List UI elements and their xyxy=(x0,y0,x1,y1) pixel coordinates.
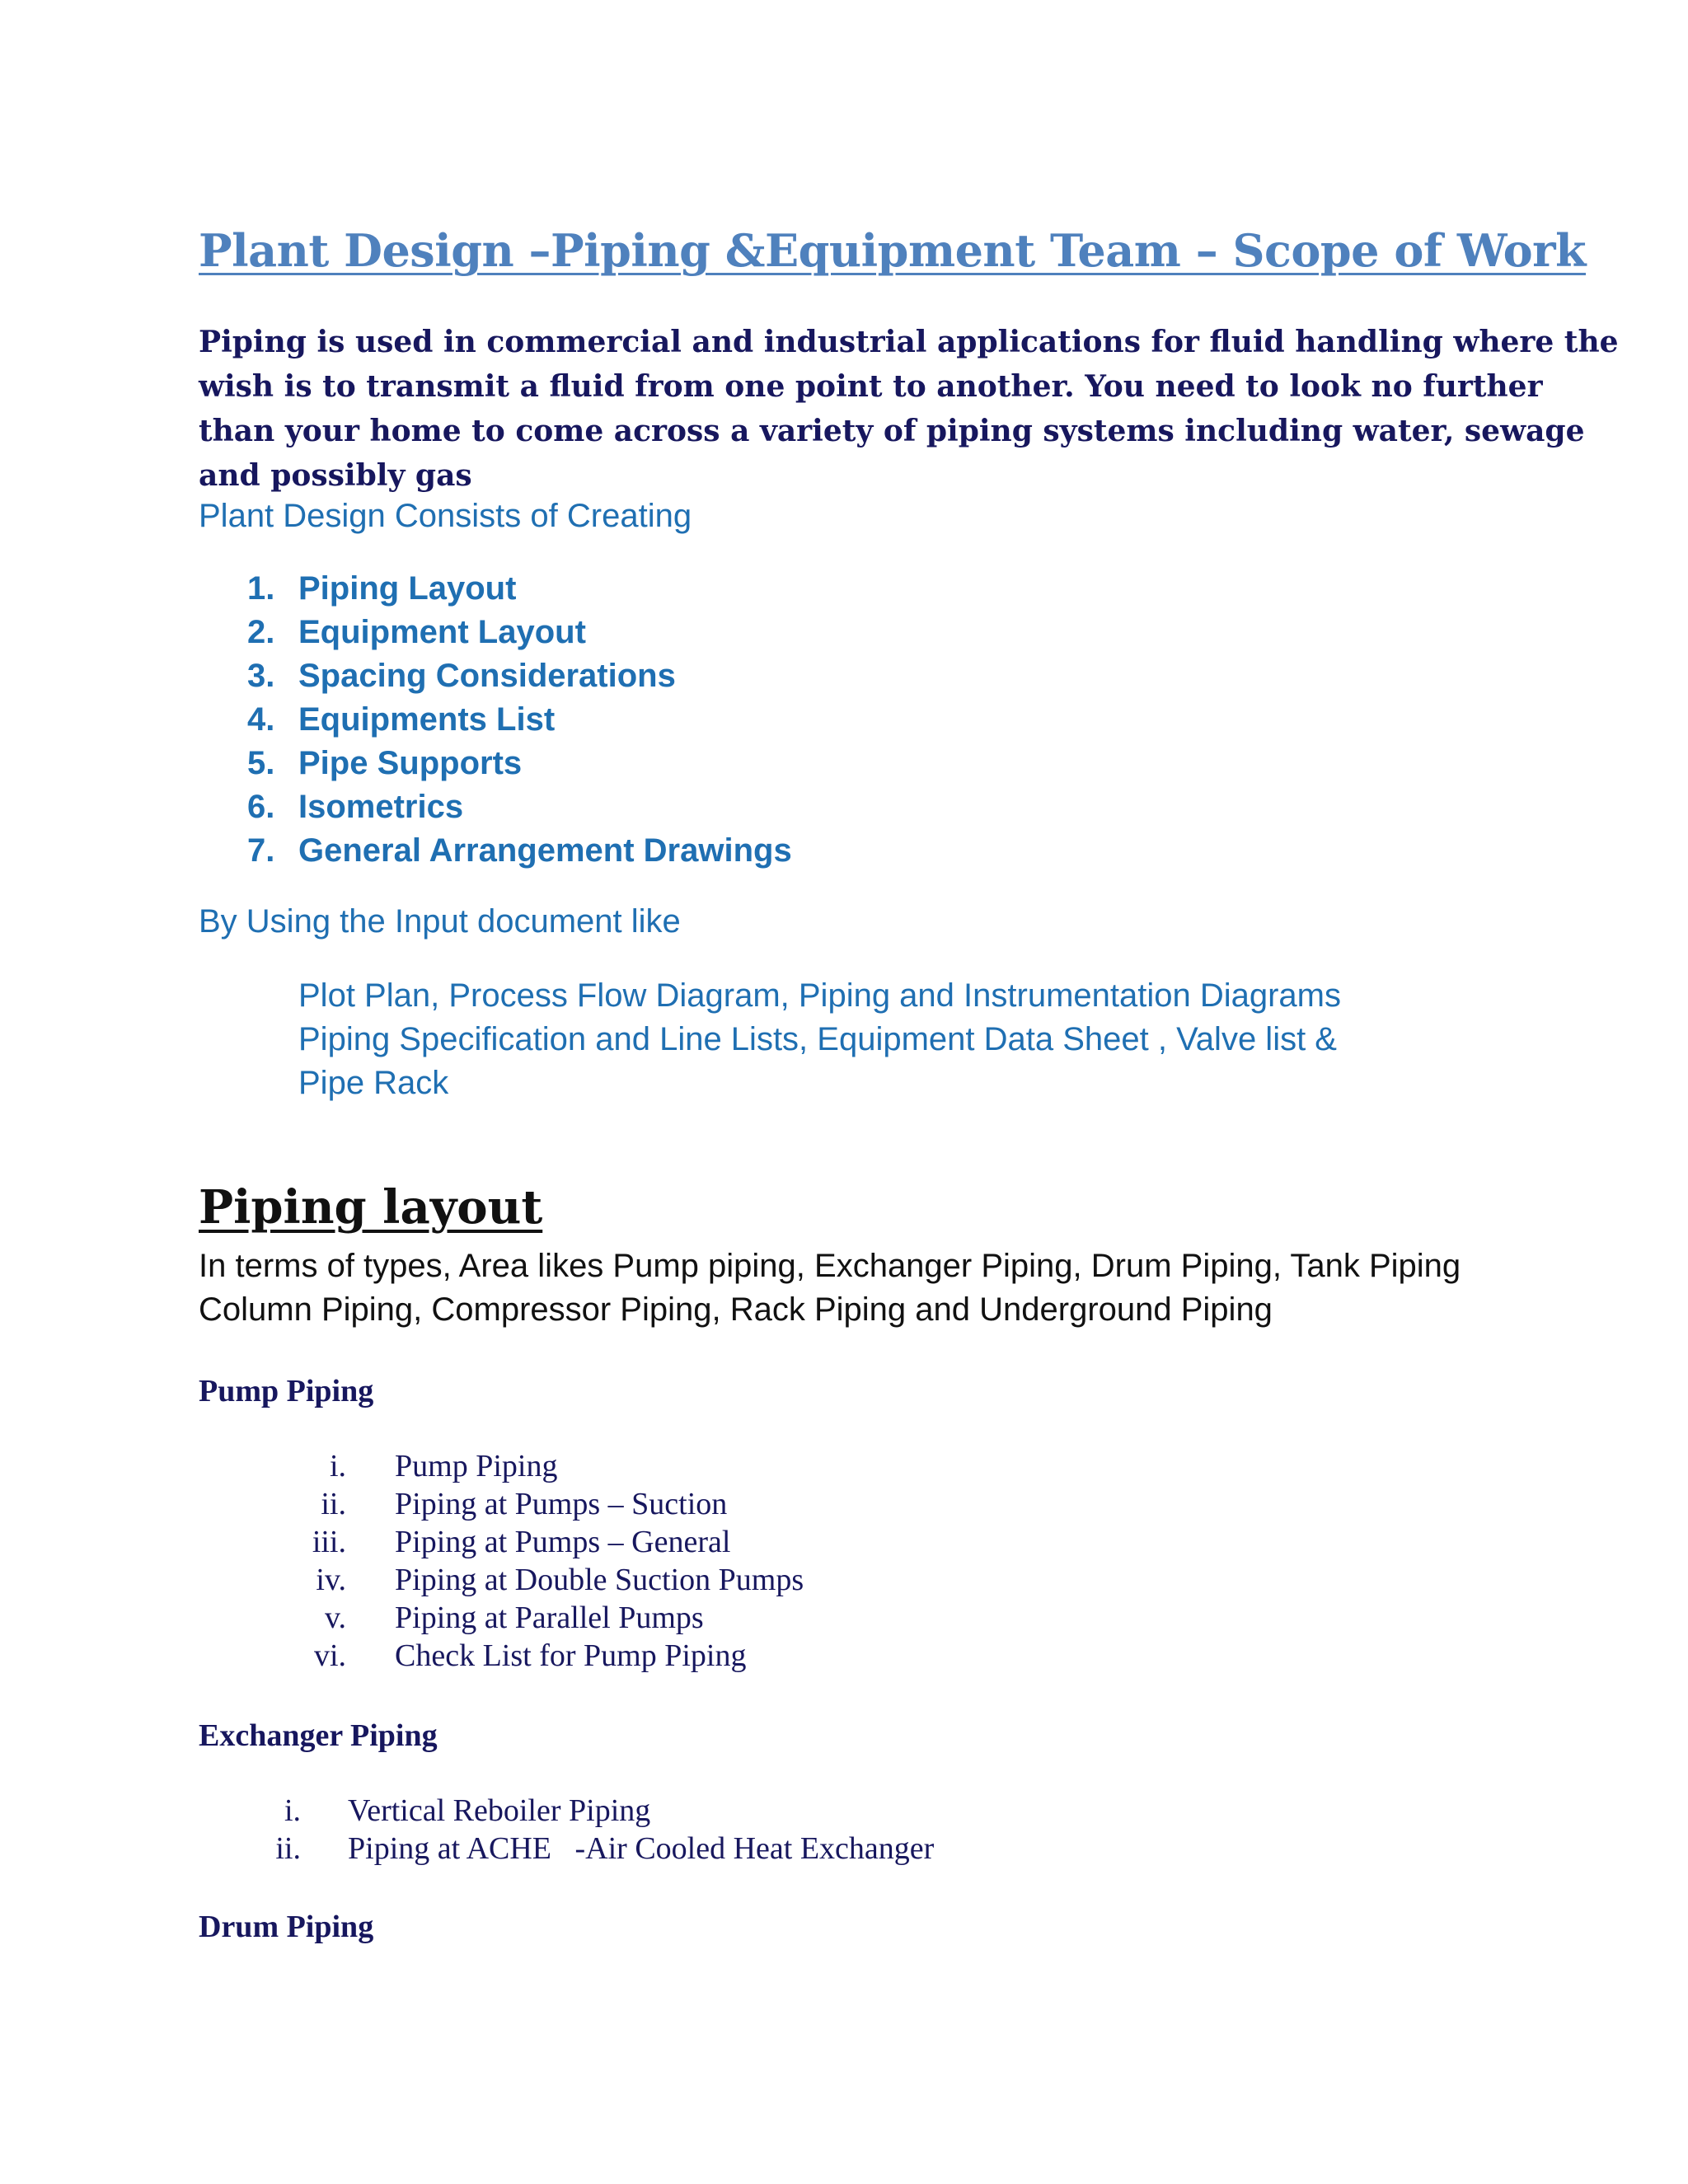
creating-list xyxy=(247,567,792,873)
exchanger-piping-heading: Exchanger Piping xyxy=(199,1718,438,1753)
body-line: In terms of types, Area likes Pump piping, Exchanger Piping, Drum Piping, Tank Piping xyxy=(199,1248,1461,1284)
list-label: Piping at Pumps – Suction xyxy=(395,1487,728,1521)
list-number: v. xyxy=(324,1601,346,1635)
consists-of-creating-text: Plant Design Consists of Creating xyxy=(199,498,692,534)
list-item xyxy=(247,611,792,654)
body-line: Column Piping, Compressor Piping, Rack Piping and Underground Piping xyxy=(199,1291,1273,1328)
list-label: Vertical Reboiler Piping xyxy=(348,1793,651,1828)
list-number: 4. xyxy=(247,701,275,738)
list-label: Isometrics xyxy=(298,789,464,825)
intro-line: wish is to transmit a fluid from one point to another. You need to look no further xyxy=(199,369,1543,404)
list-label: Spacing Considerations xyxy=(298,658,676,694)
input-line: Piping Specification and Line Lists, Equipment Data Sheet , Valve list & xyxy=(298,1021,1337,1057)
list-number: ii. xyxy=(275,1831,301,1866)
list-number: 2. xyxy=(247,614,275,650)
list-number: i. xyxy=(329,1449,346,1483)
list-item xyxy=(247,654,792,698)
input-line: Pipe Rack xyxy=(298,1065,449,1101)
by-using-text: By Using the Input document like xyxy=(199,903,681,940)
list-number: 6. xyxy=(247,789,275,825)
list-number: vi. xyxy=(313,1638,346,1673)
list-number: 3. xyxy=(247,658,275,694)
piping-layout-body xyxy=(199,1244,1461,1332)
list-label: Piping at ACHE -Air Cooled Heat Exchanger xyxy=(348,1831,935,1866)
list-label: Piping at Pumps – General xyxy=(395,1525,731,1559)
list-label: Pipe Supports xyxy=(298,745,523,781)
list-label: General Arrangement Drawings xyxy=(298,832,792,869)
list-label: Pump Piping xyxy=(395,1449,558,1483)
drum-piping-heading: Drum Piping xyxy=(199,1910,374,1944)
piping-layout-heading: Piping layout xyxy=(199,1180,543,1235)
list-label: Check List for Pump Piping xyxy=(395,1638,747,1673)
list-item xyxy=(247,698,792,742)
list-label: Piping at Parallel Pumps xyxy=(395,1601,704,1635)
list-item xyxy=(247,829,792,873)
list-label: Equipments List xyxy=(298,701,556,738)
list-number: 1. xyxy=(247,570,275,607)
document-title: Plant Design –Piping &Equipment Team – Scope of Work xyxy=(199,224,1586,277)
input-documents xyxy=(298,974,1341,1105)
list-label: Piping at Double Suction Pumps xyxy=(395,1563,804,1597)
list-item xyxy=(247,742,792,785)
list-number: ii. xyxy=(321,1487,346,1521)
list-item xyxy=(247,567,792,611)
list-number: 7. xyxy=(247,832,275,869)
input-line: Plot Plan, Process Flow Diagram, Piping and Instrumentation Diagrams xyxy=(298,977,1341,1014)
list-number: i. xyxy=(284,1793,301,1828)
list-label: Equipment Layout xyxy=(298,614,586,650)
list-number: iv. xyxy=(316,1563,346,1597)
intro-line: than your home to come across a variety of piping systems including water, sewage xyxy=(199,414,1585,448)
intro-paragraph xyxy=(199,320,1619,498)
list-label: Piping Layout xyxy=(298,570,517,607)
intro-line: Piping is used in commercial and industrial applications for fluid handling where the xyxy=(199,325,1619,359)
pump-piping-heading: Pump Piping xyxy=(199,1374,374,1408)
list-number: 5. xyxy=(247,745,275,781)
intro-line: and possibly gas xyxy=(199,458,472,493)
list-number: iii. xyxy=(312,1525,346,1559)
list-item xyxy=(247,785,792,829)
